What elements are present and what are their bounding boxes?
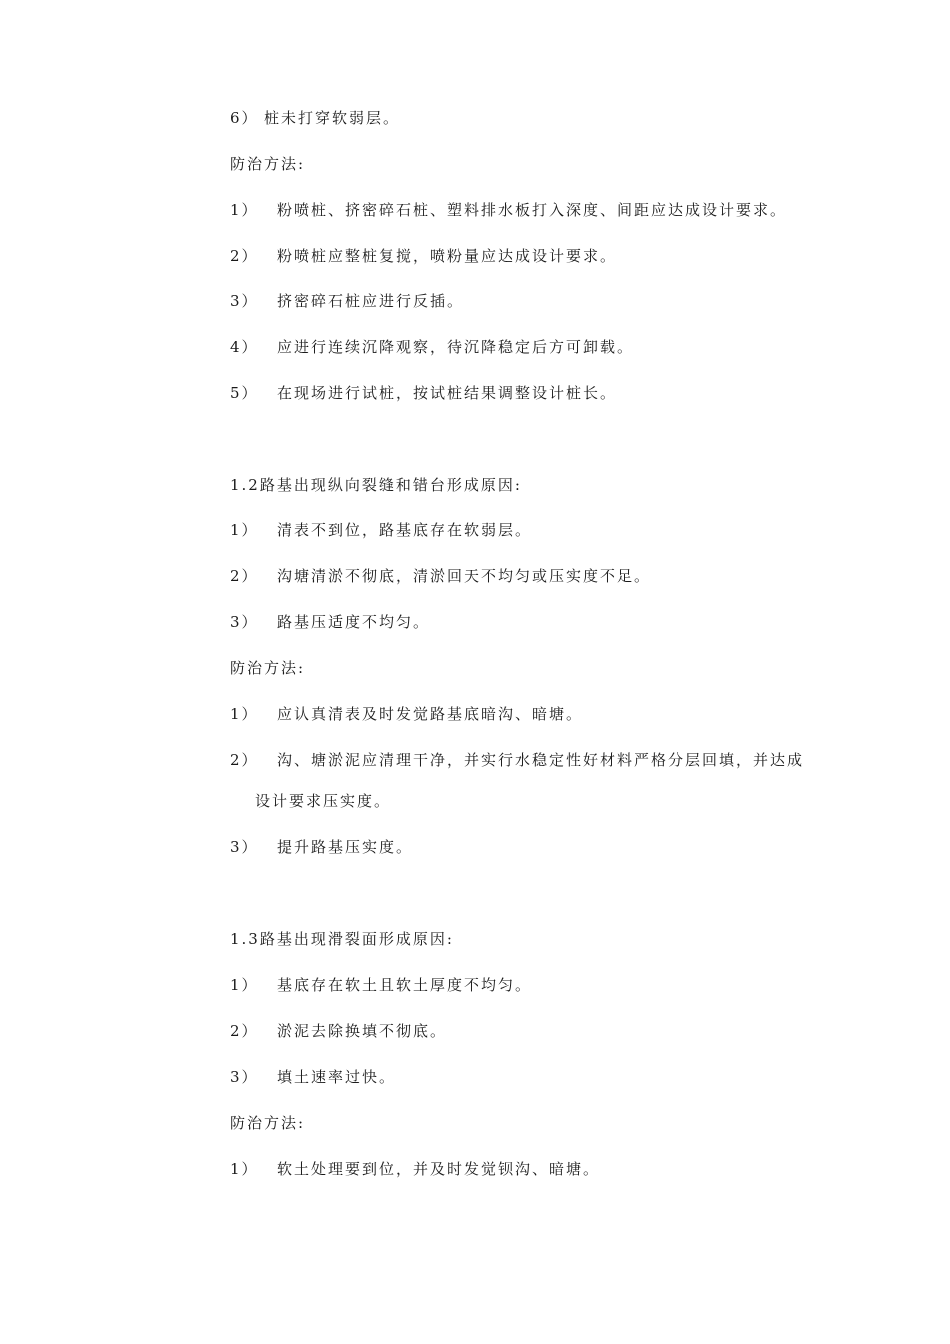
list-item: [230, 975, 532, 995]
prevention-heading: 防治方法:: [230, 155, 306, 173]
list-item: [230, 837, 413, 857]
list-item: [230, 566, 651, 586]
list-item: [230, 704, 583, 724]
item-text: 基底存在软土且软土厚度不均匀。: [277, 976, 533, 994]
list-item: [230, 200, 787, 220]
item-text: 软土处理要到位，并及时发觉钡沟、暗塘。: [277, 1160, 601, 1178]
list-item: [230, 1021, 447, 1041]
item-number: 1）: [230, 705, 259, 723]
item-text: 在现场进行试桩，按试桩结果调整设计桩长。: [277, 384, 618, 402]
item-text: 应进行连续沉降观察，待沉降稳定后方可卸载。: [277, 338, 635, 356]
item-number: 4）: [230, 338, 259, 356]
item-number: 2）: [230, 751, 259, 769]
item-number: 2）: [230, 247, 259, 265]
item-text: 应认真清表及时发觉路基底暗沟、暗塘。: [277, 705, 584, 723]
item-number: 1）: [230, 976, 259, 994]
item-number: 5）: [230, 384, 259, 402]
item-number: 3）: [230, 838, 259, 856]
list-item: [230, 750, 804, 770]
item-text: 沟塘清淤不彻底，清淤回天不均匀或压实度不足。: [277, 567, 652, 585]
item-number: 1）: [230, 201, 259, 219]
item-number: 2）: [230, 567, 259, 585]
list-item: [230, 1159, 600, 1179]
section-heading: 1.2路基出现纵向裂缝和错台形成原因:: [230, 476, 522, 494]
list-item: [230, 291, 464, 311]
item-number: 3）: [230, 292, 259, 310]
list-item: [230, 108, 400, 128]
section-heading: 1.3路基出现滑裂面形成原因:: [230, 930, 454, 948]
item-number: 3）: [230, 613, 259, 631]
list-item: [230, 520, 532, 540]
prevention-heading: 防治方法:: [230, 1114, 306, 1132]
item-text: 提升路基压实度。: [277, 838, 414, 856]
list-item: [230, 612, 430, 632]
list-item: [230, 246, 617, 266]
item-text-continuation: 设计要求压实度。: [255, 792, 392, 810]
item-number: 3）: [230, 1068, 259, 1086]
item-number: 2）: [230, 1022, 259, 1040]
item-text: 填土速率过快。: [277, 1068, 397, 1086]
item-text: 沟、塘淤泥应清理干净，并实行水稳定性好材料严格分层回填，并达成: [277, 751, 805, 769]
item-text: 桩未打穿软弱层。: [264, 109, 401, 127]
item-text: 粉喷桩应整桩复搅，喷粉量应达成设计要求。: [277, 247, 618, 265]
item-text: 淤泥去除换填不彻底。: [277, 1022, 448, 1040]
item-text: 路基压适度不均匀。: [277, 613, 431, 631]
item-number: 1）: [230, 521, 259, 539]
prevention-heading: 防治方法:: [230, 659, 306, 677]
list-item: [230, 337, 634, 357]
item-text: 挤密碎石桩应进行反插。: [277, 292, 465, 310]
list-item: [230, 383, 617, 403]
item-number: 1）: [230, 1160, 259, 1178]
list-item: [230, 1067, 396, 1087]
item-number: 6）: [230, 109, 259, 127]
item-text: 粉喷桩、挤密碎石桩、塑料排水板打入深度、间距应达成设计要求。: [277, 201, 788, 219]
item-text: 清表不到位，路基底存在软弱层。: [277, 521, 533, 539]
